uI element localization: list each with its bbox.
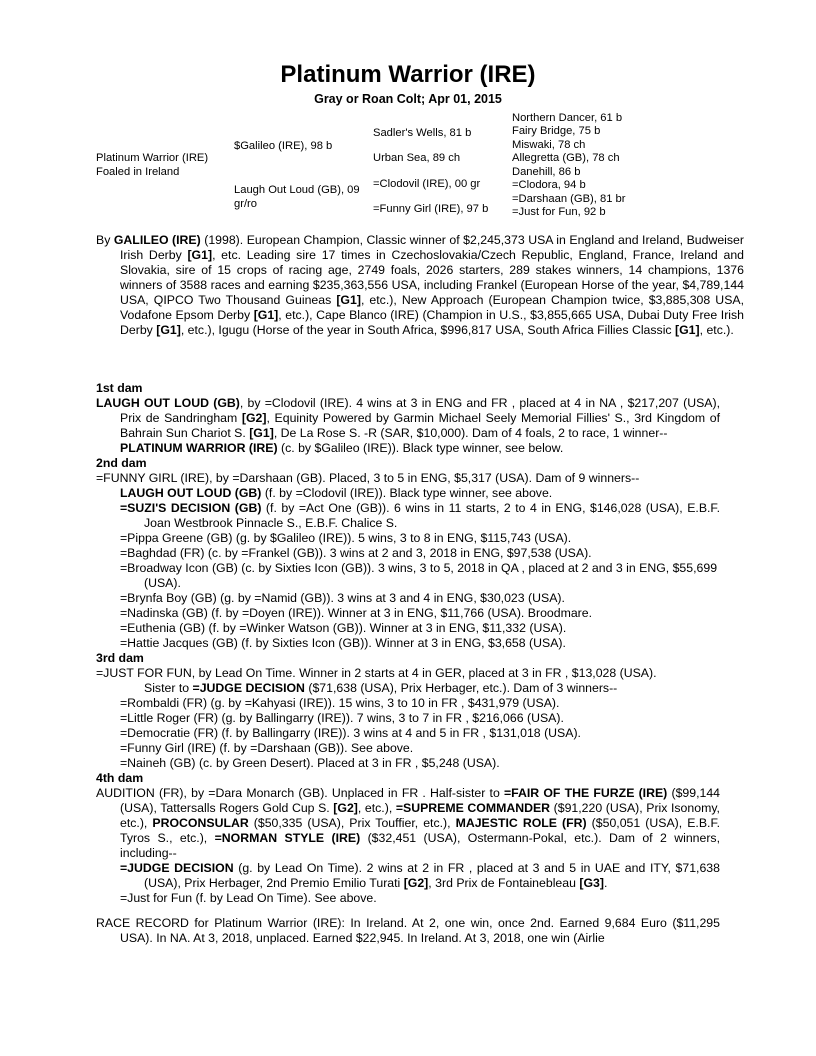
second-dam-foal: =Broadway Icon (GB) (c. by Sixties Icon (GB)). 3 wins, 3 to 5, 2018 in QA , placed at 2 and 3 in ENG, $55,699 (USA). (120, 561, 718, 590)
page-title: Platinum Warrior (IRE) (280, 61, 536, 88)
second-dam-foal: =Baghdad (FR) (c. by =Frankel (GB)). 3 wins at 2 and 3, 2018 in ENG, $97,538 (USA). (120, 546, 592, 560)
pedigree-foaled: Foaled in Ireland (96, 166, 180, 178)
second-dam-foal: LAUGH OUT LOUD (GB) (f. by =Clodovil (IRE)). Black type winner, see above. (120, 486, 553, 500)
pedigree-dam-line1: Laugh Out Loud (GB), 09 (234, 184, 360, 196)
third-dam-header: 3rd dam (96, 651, 144, 665)
second-dam-foal: =SUZI'S DECISION (GB) (f. by =Act One (GB)). 6 wins in 11 starts, 2 to 4 in ENG, $146,028 (USA), E.B.F. Joan Westbrook Pinnacle S., E.B.F. Chalice S. (120, 501, 720, 530)
third-dam-foal: =Little Roger (FR) (g. by Ballingarry (IRE)). 7 wins, 3 to 7 in FR , $216,066 (USA). (120, 711, 564, 725)
page-subtitle: Gray or Roan Colt; Apr 01, 2015 (314, 92, 502, 106)
fourth-dam-foal: =Just for Fun (f. by Lead On Time). See above. (120, 891, 377, 905)
pedigree-dam-dam: =Funny Girl (IRE), 97 b (373, 203, 489, 215)
pedigree-dds: =Darshaan (GB), 81 br (512, 193, 626, 205)
pedigree-sds: Miswaki, 78 ch (512, 139, 586, 151)
third-dam-entry: =JUST FOR FUN, by Lead On Time. Winner in 2 starts at 4 in GER, placed at 3 in FR , $13,028 (USA). (96, 666, 657, 680)
pedigree-dam-sire: =Clodovil (IRE), 00 gr (373, 178, 481, 190)
second-dam-foal: =Brynfa Boy (GB) (g. by =Namid (GB)). 3 wins at 3 and 4 in ENG, $30,023 (USA). (120, 591, 565, 605)
second-dam-entry: =FUNNY GIRL (IRE), by =Darshaan (GB). Placed, 3 to 5 in ENG, $5,317 (USA). Dam of 9 winners-- (96, 471, 640, 485)
pedigree-dss: Danehill, 86 b (512, 166, 581, 178)
second-dam-foal: =Nadinska (GB) (f. by =Doyen (IRE)). Winner at 3 in ENG, $11,766 (USA). Broodmare. (120, 606, 593, 620)
fourth-dam-entry: AUDITION (FR), by =Dara Monarch (GB). Unplaced in FR . Half-sister to =FAIR OF THE FURZE (IRE) ($99,144 (USA), Tattersalls Rogers Gold Cup S. [G2], etc.), =SUPREME COMMANDER ($91,220 (USA), Prix Isonomy, etc.), PROCONSULAR ($50,335 (USA), Prix Touffier, etc.), MAJESTIC ROLE (FR) ($50,051 (USA), E.B.F. Tyros S., etc.), =NORMAN STYLE (IRE) ($32,451 (USA), Ostermann-Pokal, etc.). Dam of 2 winners, including-- (96, 786, 721, 860)
second-dam-foal: =Euthenia (GB) (f. by =Winker Watson (GB)). Winner at 3 in ENG, $11,332 (USA). (120, 621, 567, 635)
first-dam-header: 1st dam (96, 381, 143, 395)
pedigree-sire-dam: Urban Sea, 89 ch (373, 152, 461, 164)
first-dam-foal: PLATINUM WARRIOR (IRE) (c. by $Galileo (IRE)). Black type winner, see below. (120, 441, 564, 455)
pedigree-horse: Platinum Warrior (IRE) (96, 152, 209, 164)
female-family (96, 381, 720, 946)
fourth-dam-foal: =JUDGE DECISION (g. by Lead On Time). 2 wins at 2 in FR , placed at 3 and 5 in UAE and ITY, $71,638 (USA), Prix Herbager, 2nd Premio Emilio Turati [G2], 3rd Prix de Fontainebleau [G3]. (120, 861, 720, 890)
fourth-dam-header: 4th dam (96, 771, 144, 785)
race-record: RACE RECORD for Platinum Warrior (IRE): In Ireland. At 2, one win, once 2nd. Earned 9,684 Euro ($11,295 USA). In NA. At 3, 2018, unplaced. Earned $22,945. In Ireland. At 3, 2018, one win (Airlie (96, 916, 720, 945)
third-dam-foal: =Democratie (FR) (f. by Ballingarry (IRE)). 3 wins at 4 and 5 in FR , $131,018 (USA). (120, 726, 581, 740)
pedigree-sss: Northern Dancer, 61 b (512, 112, 623, 124)
pedigree-ddd: =Just for Fun, 92 b (512, 206, 606, 218)
pedigree-sire-sire: Sadler's Wells, 81 b (373, 127, 472, 139)
sire-name: GALILEO (IRE) (113, 233, 201, 247)
pedigree-ssd: Fairy Bridge, 75 b (512, 125, 601, 137)
second-dam-foal: =Pippa Greene (GB) (g. by $Galileo (IRE)). 5 wins, 3 to 8 in ENG, $115,743 (USA). (120, 531, 572, 545)
third-dam-sister: Sister to =JUDGE DECISION ($71,638 (USA), Prix Herbager, etc.). Dam of 3 winners-- (144, 681, 618, 695)
sire-paragraph: By GALILEO (IRE) (1998). European Champion, Classic winner of $2,245,373 USA in England and Ireland, Budweiser Irish Derby [G1], etc. Leading sire 17 times in Czechoslovakia/Czech Republic, England, France, Ireland and Slovakia, sire of 15 crops of racing age, 2749 foals, 2026 starters, 289 stakes winners, 14 champions, 1376 winners of 3588 races and earning $235,363,556 USA, including Frankel (European Horse of the year, $4,789,144 USA, QIPCO Two Thousand Guineas [G1], etc.), New Approach (European Champion twice, $3,885,308 USA, Vodafone Epsom Derby [G1], etc.), Cape Blanco (IRE) (Champion in U.S., $3,855,665 USA, Dubai Duty Free Irish Derby [G1], etc.), Igugu (Horse of the year in South Africa, $996,817 USA, South Africa Fillies Classic [G1], etc.). (96, 233, 745, 337)
first-dam-name: LAUGH OUT LOUD (GB) (96, 396, 240, 410)
third-dam-foal: =Rombaldi (FR) (g. by =Kahyasi (IRE)). 15 wins, 3 to 10 in FR , $431,979 (USA). (120, 696, 560, 710)
pedigree-dsd: =Clodora, 94 b (512, 179, 586, 191)
third-dam-foal: =Funny Girl (IRE) (f. by =Darshaan (GB)). See above. (120, 741, 414, 755)
third-dam-foal: =Naineh (GB) (c. by Green Desert). Placed at 3 in FR , $5,248 (USA). (120, 756, 500, 770)
first-dam-entry: LAUGH OUT LOUD (GB), by =Clodovil (IRE). 4 wins at 3 in ENG and FR , placed at 4 in NA , $217,207 (USA), Prix de Sandringham [G2], Equinity Powered by Garmin Michael Seely Memorial Fillies' S., 3rd Kingdom of Bahrain Sun Chariot S. [G1], De La Rose S. -R (SAR, $10,000). Dam of 4 foals, 2 to race, 1 winner-- (96, 396, 721, 440)
pedigree-dam-line2: gr/ro (234, 198, 258, 210)
pedigree-sdd: Allegretta (GB), 78 ch (512, 152, 620, 164)
second-dam-foal: =Hattie Jacques (GB) (f. by Sixties Icon (GB)). Winner at 3 in ENG, $3,658 (USA). (120, 636, 566, 650)
second-dam-header: 2nd dam (96, 456, 147, 470)
pedigree-sire: $Galileo (IRE), 98 b (234, 140, 333, 152)
